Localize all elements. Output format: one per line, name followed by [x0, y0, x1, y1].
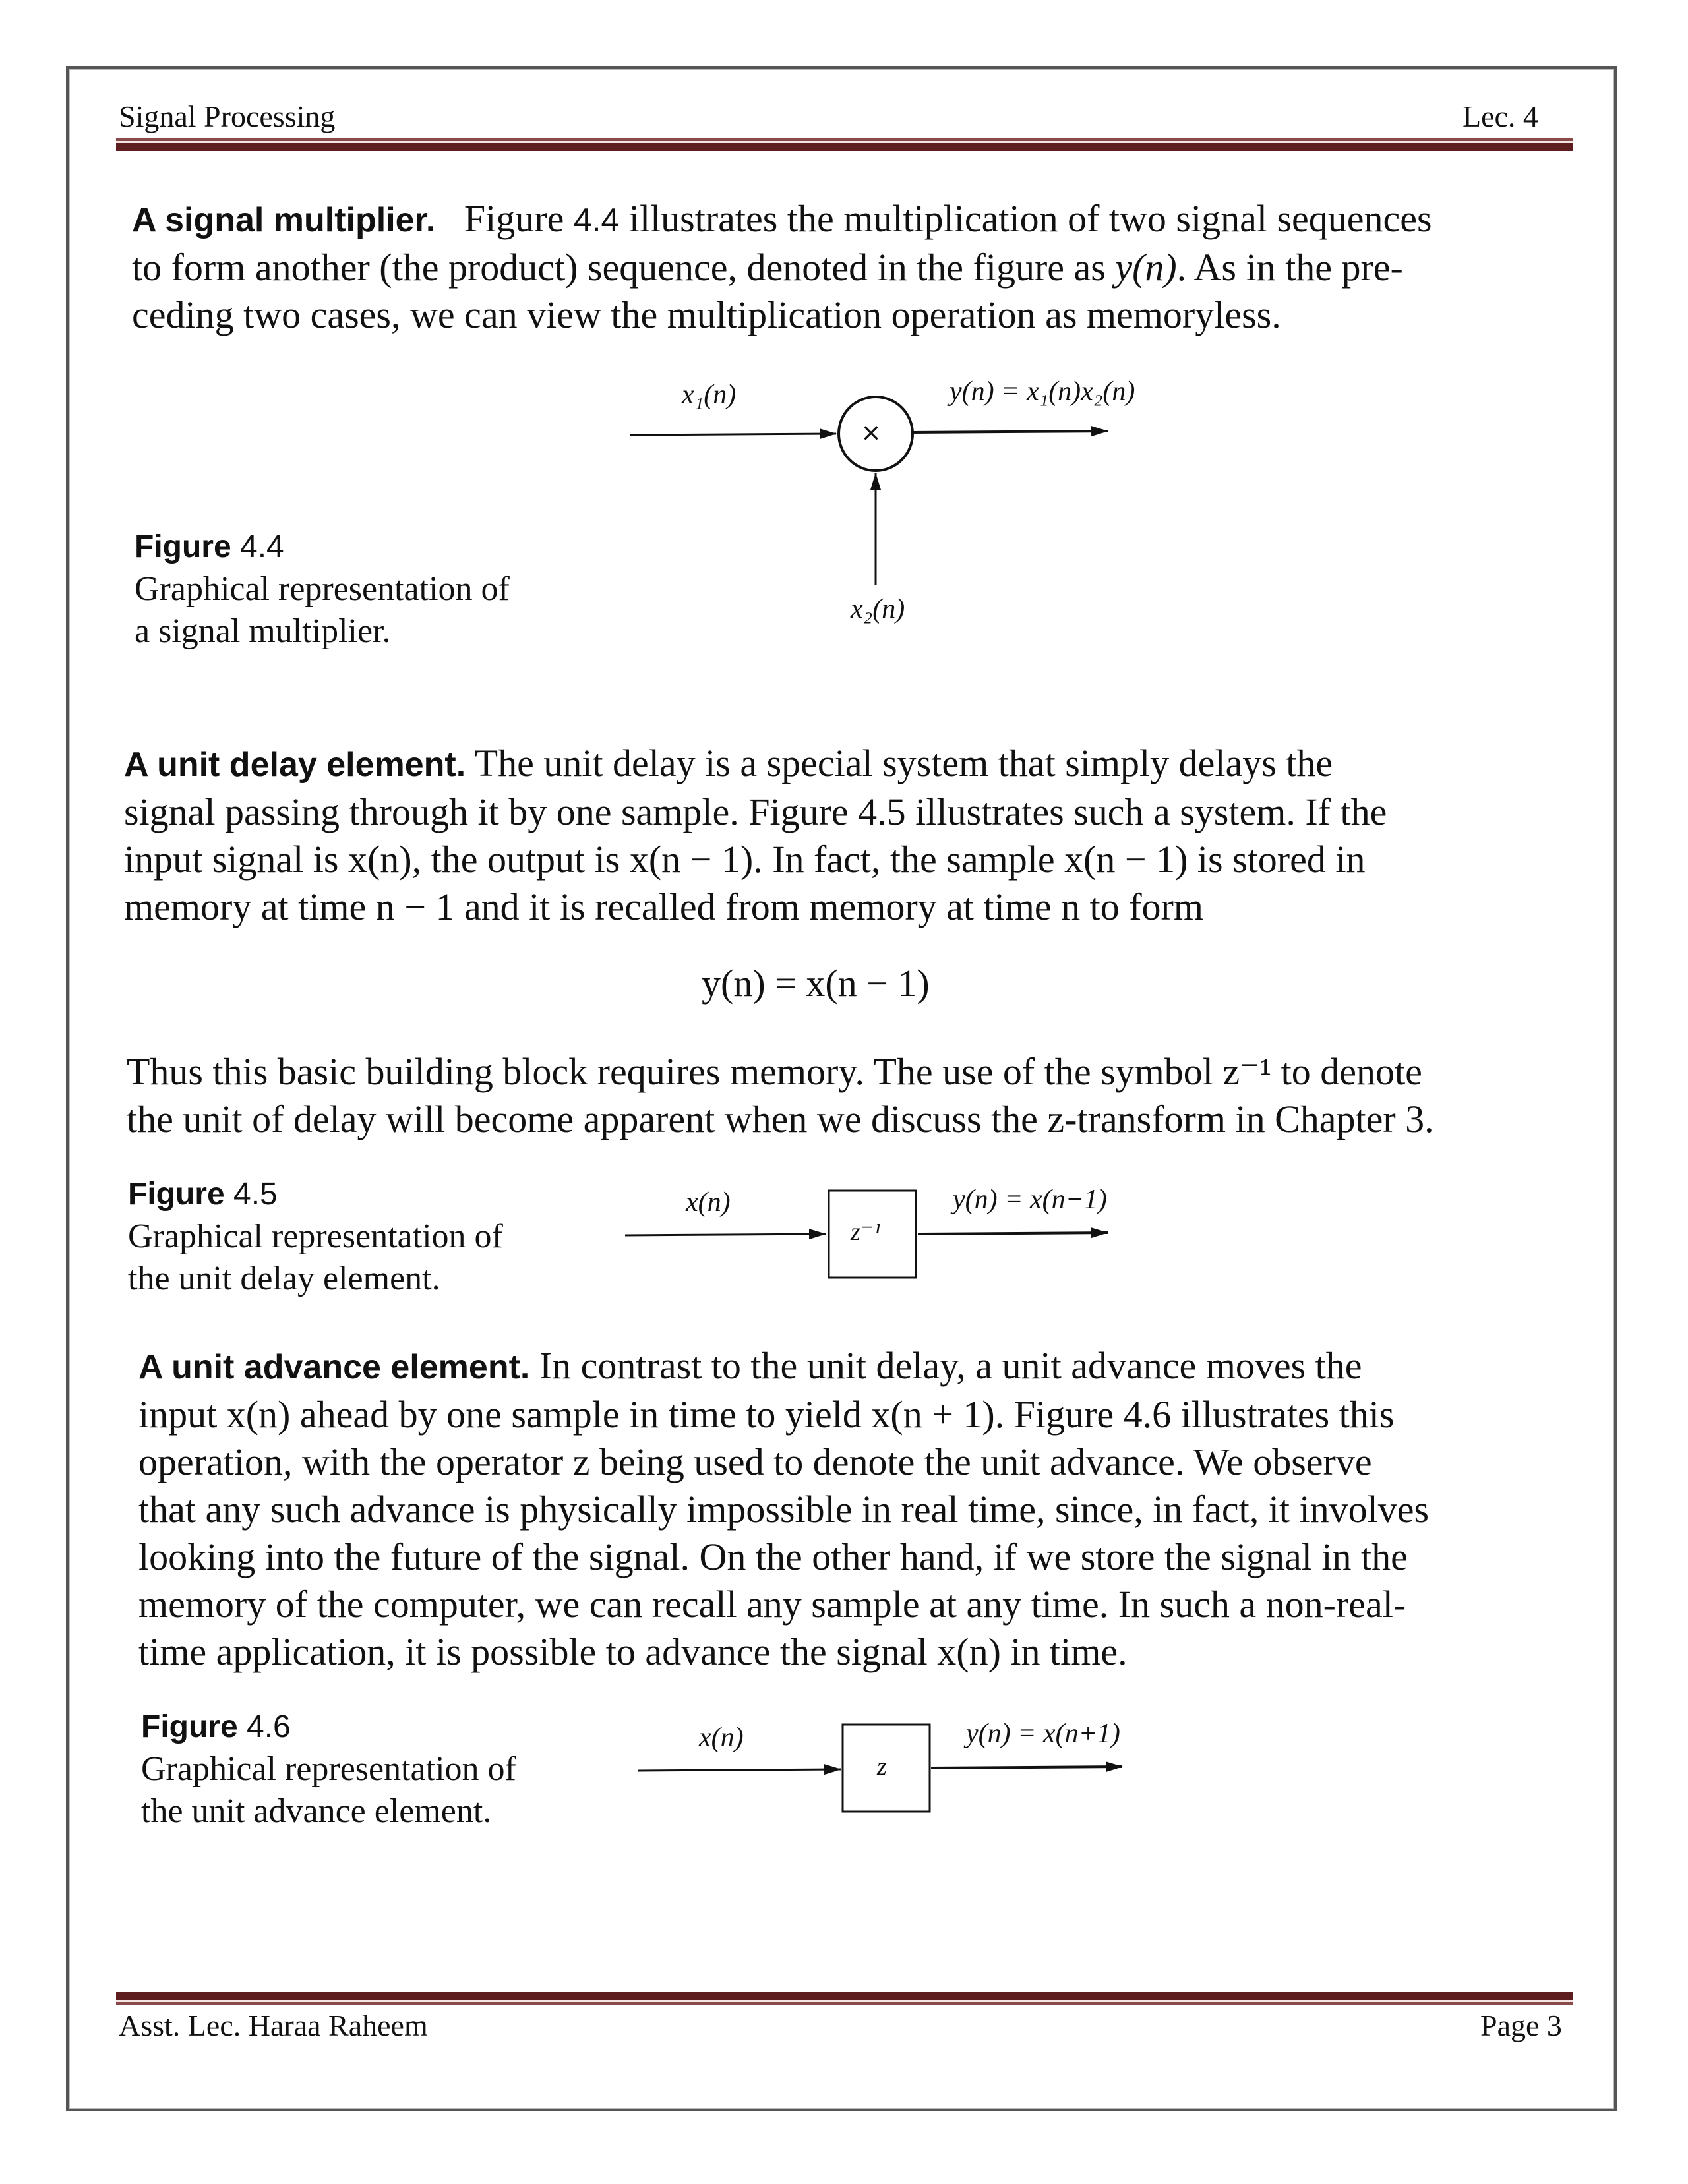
delay-output-label: y(n) = x(n−1): [953, 1185, 1107, 1215]
figure-4-6-caption: Figure 4.6 Graphical representation of the unit advance element.: [141, 1709, 516, 1830]
multiplier-heading: A signal multiplier.: [132, 201, 436, 239]
advance-heading: A unit advance element.: [138, 1348, 530, 1386]
delay-block-label: z⁻¹: [851, 1218, 882, 1246]
multiplier-output-label: y(n) = x₁(n)x₂(n): [950, 376, 1135, 407]
multiply-icon: ×: [862, 416, 881, 451]
multiplier-input2-label: x₂(n): [851, 594, 905, 624]
header-title: Signal Processing: [119, 100, 336, 133]
header-lecture: Lec. 4: [1462, 100, 1538, 133]
delay-input-label: x(n): [686, 1187, 731, 1218]
footer-rule: [116, 1992, 1573, 2005]
figure-4-4-caption: Figure 4.4 Graphical representation of a signal multiplier.: [135, 529, 510, 650]
advance-output-label: y(n) = x(n+1): [966, 1719, 1120, 1749]
delay-note-paragraph: Thus this basic building block requires memory. The use of the symbol z⁻¹ to denote the unit of delay will become apparent when we discuss the z-transform in Chapter 3.: [127, 1050, 1434, 1140]
figure-4-5-caption: Figure 4.5 Graphical representation of the unit delay element.: [128, 1177, 503, 1297]
multiplier-paragraph: A signal multiplier. Figure 4.4 illustrates the multiplication of two signal sequences to form another (the product) sequence, denoted in the figure as y(n). As in the pre- ceding two cases, we can view the multiplication operation as memoryless.: [132, 197, 1432, 336]
advance-input-label: x(n): [699, 1723, 744, 1753]
delay-heading: A unit delay element.: [124, 746, 466, 784]
delay-equation: y(n) = x(n − 1): [702, 962, 930, 1005]
footer-page-number: Page 3: [1480, 2009, 1562, 2042]
advance-block-label: z: [877, 1753, 887, 1781]
multiplier-input1-label: x₁(n): [682, 380, 737, 410]
advance-paragraph: A unit advance element. In contrast to the unit delay, a unit advance moves the input x(n) ahead by one sample in time to yield x(n + 1). Figure 4.6 illustrates this operation, with the operator z being used to denote the unit advance. We observe that any such advance is physically impossible in real time, since, in fact, it involves looking into the future of the signal. On the other hand, if we store the signal in the memory of the computer, we can recall any sample at any time. In such a non-real- time application, it is possible to advance the signal x(n) in time.: [138, 1344, 1430, 1673]
footer-author: Asst. Lec. Haraa Raheem: [119, 2009, 428, 2042]
delay-paragraph: A unit delay element. The unit delay is a special system that simply delays the signal passing through it by one sample. Figure 4.5 illustrates such a system. If the input signal is x(n), the output is x(n − 1). In fact, the sample x(n − 1) is stored in memory at time n − 1 and it is recalled from memory at time n to form: [124, 742, 1387, 928]
